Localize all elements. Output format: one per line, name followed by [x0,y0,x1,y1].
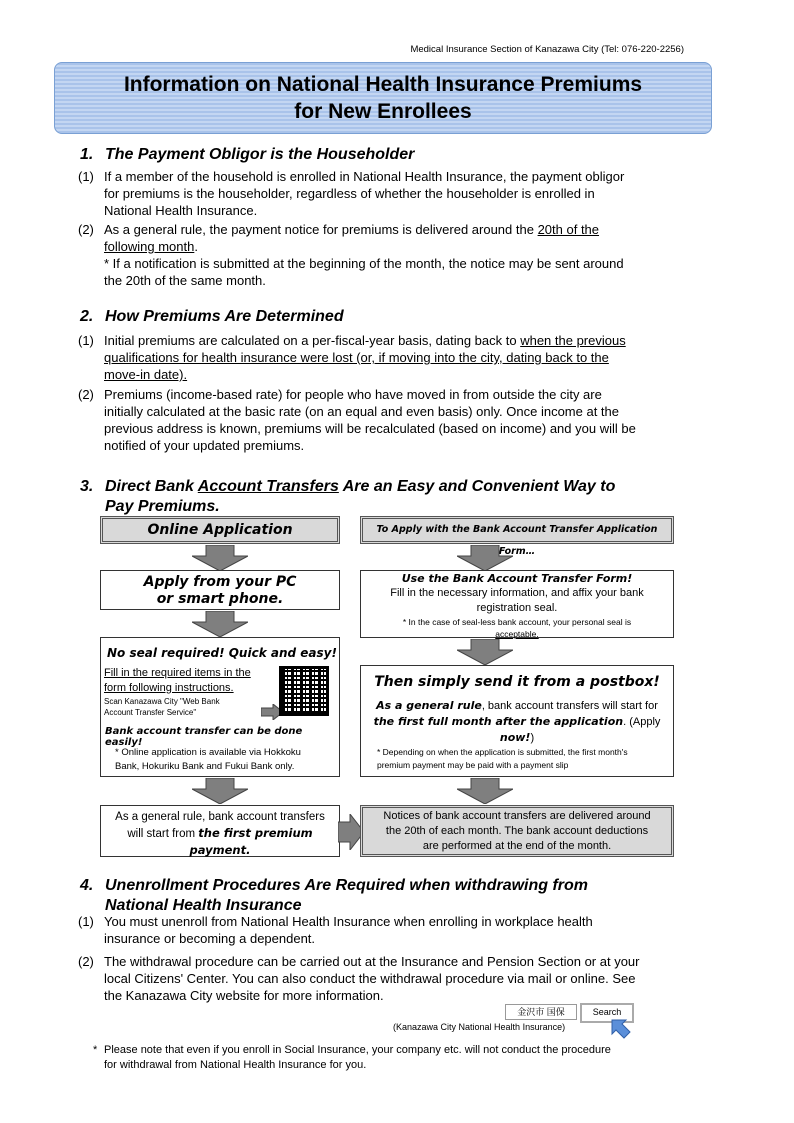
item-label: (1) [78,169,94,184]
text-line: payment. [189,843,251,857]
underlined-text: move-in date). [104,367,188,382]
section-2-item-2 [78,386,698,456]
transfer-form-box [360,570,674,638]
item-label: (2) [78,954,94,969]
page-title [54,62,712,134]
section-3-title-line2: Pay Premiums. [105,498,220,515]
down-arrow-icon [457,778,513,804]
text-line: premium payment may be paid with a payment slip [377,760,569,770]
section-4-number: 4. [80,877,94,894]
text-line: registration seal. [476,602,558,614]
text-line: for premiums is the householder, regardless of whether the householder is enrolled in [104,186,595,201]
text-line: Account Transfer Service" [104,708,197,717]
down-arrow-icon [192,778,248,804]
item-label: (1) [78,333,94,348]
text-line: As a general rule, bank account transfers [115,811,325,823]
text-line: will start from the first premium [127,826,313,840]
text-line: Please note that even if you enroll in Social Insurance, your company etc. will not conduct the procedure [104,1044,611,1056]
easy-transfer-text: Bank account transfer can be done easily! [105,726,303,748]
item-label: (2) [78,222,94,237]
text-line: National Health Insurance. [104,203,258,218]
postbox-box: Then simply send it from a postbox! As a general rule, bank account transfers will start for the first full month after the application. (Apply now!) * Depending on when the application is submitted, the first month's premium payment may be paid with a payment slip [360,665,674,777]
contact-info: Medical Insurance Section of Kanazawa City (Tel: 076-220-2256) [410,44,684,55]
section-2-item-1 [78,332,698,384]
text-line: for withdrawal from National Health Insurance for you. [104,1059,367,1071]
section-4-item-2 [78,953,698,1007]
section-1-number: 1. [80,146,94,163]
text-line: * In the case of seal-less bank account, your personal seal is [402,617,632,627]
section-4-heading: 4. Unenrollment Procedures Are Required when withdrawing from National Health Insurance [80,877,589,914]
section-1-item-1 [78,168,698,218]
underlined-text: Account Transfers [197,478,339,495]
text-line: notified of your updated premiums. [104,438,305,453]
text-line: * Online application is available via Hokkoku [115,747,301,758]
down-arrow-icon [457,639,513,665]
item-label: (1) [78,914,94,929]
cursor-arrow-icon [610,1018,632,1040]
no-seal-heading: No seal required! Quick and easy! [107,646,337,660]
underlined-text: when the previous [520,333,626,348]
underlined-text: 20th of the [537,222,600,237]
text-line: Bank, Hokuriku Bank and Fukui Bank only. [115,761,295,772]
underlined-text: qualifications for health insurance were lost (or, if moving into the city, dating back to the [104,350,609,365]
section-2-title: How Premiums Are Determined [105,308,344,325]
down-arrow-icon [192,611,248,637]
underlined-text: acceptable. [495,629,539,639]
section-2-heading [80,308,344,326]
text-line: * If a notification is submitted at the beginning of the month, the notice may be sent around [104,256,624,271]
search-button[interactable]: Search [580,1003,634,1023]
text-line: The withdrawal procedure can be carried out at the Insurance and Pension Section or at your [104,954,640,969]
no-seal-box [100,637,340,777]
section-2-number: 2. [80,308,94,325]
apply-online-box [100,570,340,610]
text-line [104,349,626,366]
text-line: local Citizens' Center. You can also conduct the withdrawal procedure via mail or online. See [104,971,636,986]
text-line: Premiums (income-based rate) for people who have moved in from outside the city are [104,387,602,402]
text-line: You must unenroll from National Health Insurance when enrolling in workplace health [104,914,593,929]
text-line: Apply from your PC [143,574,297,590]
underlined-text: following month [104,239,195,254]
postbox-heading: Then simply send it from a postbox! [374,674,660,690]
text-line: Initial premiums are calculated on a per-fiscal-year basis, dating back to when the previous [104,333,626,348]
asterisk: * [93,1044,98,1056]
section-4-title-line2: National Health Insurance [105,897,302,914]
text-line: the 20th of each month. The bank account deductions [385,825,649,837]
online-start-box [100,805,340,857]
form-application-header: To Apply with the Bank Account Transfer Application Form… [360,516,674,544]
text-line: insurance or becoming a dependent. [104,931,316,946]
text-line: previous address is known, premiums will be recalculated (based on income) and you will be [104,421,636,436]
qr-code-icon[interactable] [279,666,329,716]
section-1-heading [80,146,414,164]
text-line: the Kanazawa City website for more information. [104,988,384,1003]
text-line: Scan Kanazawa City "Web Bank [104,697,220,706]
text-line: Use the Bank Account Transfer Form! [401,572,633,585]
page-title-line2: for New Enrollees [294,100,472,123]
section-1-title: The Payment Obligor is the Householder [105,146,415,163]
search-input[interactable]: 金沢市 国保 [505,1004,577,1020]
text-line: following month. [104,239,198,254]
underlined-text: form following instructions. [104,682,234,694]
section-1-item-2 [78,221,698,291]
text-line: initially calculated at the basic rate (on an equal and even basis) only. Once income at the [104,404,620,419]
text-line: the 20th of the same month. [104,273,266,288]
section-3-number: 3. [80,478,94,495]
text-line [104,366,626,383]
down-arrow-icon [457,545,513,571]
withdrawal-note [93,1043,693,1073]
section-3-heading: 3. Direct Bank Account Transfers Are an Easy and Convenient Way to Pay Premiums. [80,478,616,515]
text-line: * Depending on when the application is submitted, the first month's [377,747,628,757]
online-application-header: Online Application [100,516,340,544]
page-title-line1: Information on National Health Insurance Premiums [123,73,643,96]
text-line: Notices of bank account transfers are delivered around [383,810,651,822]
item-label: (2) [78,387,94,402]
underlined-text: Fill in the required items in the [104,667,251,679]
text-line: Fill in the necessary information, and affix your bank [390,587,644,599]
text-line: As a general rule, the payment notice for premiums is delivered around the 20th of the [104,222,600,237]
search-caption: (Kanazawa City National Health Insurance) [393,1022,566,1032]
transfer-notice-box [360,805,674,857]
text-line: or smart phone. [156,591,284,607]
text-line: If a member of the household is enrolled in National Health Insurance, the payment obligor [104,169,625,184]
section-4-item-1 [78,913,698,949]
down-arrow-icon [192,545,248,571]
text-line: are performed at the end of the month. [422,840,612,852]
